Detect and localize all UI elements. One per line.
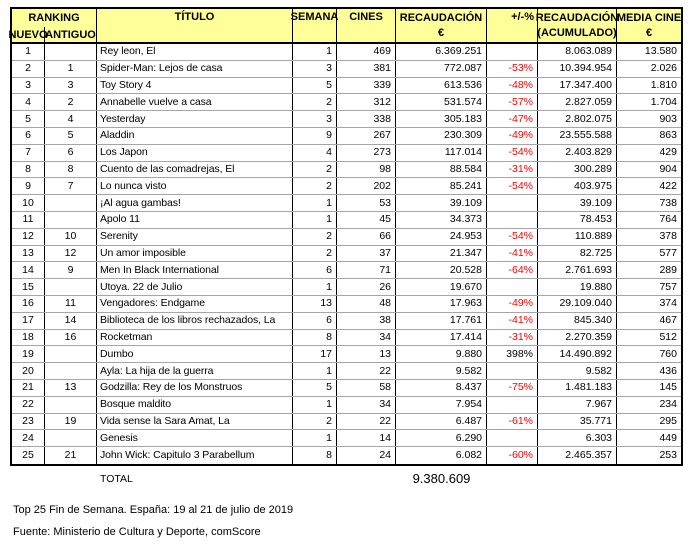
table-row — [12, 296, 681, 313]
cell-cines: 22 — [337, 363, 396, 379]
cell-titulo: Apolo 11 — [97, 212, 293, 228]
cell-cines: 71 — [337, 262, 396, 278]
cell-acumulado: 2.802.075 — [538, 111, 617, 127]
table-row — [12, 212, 681, 229]
cell-recaudacion: 88.584 — [396, 162, 487, 178]
cell-media: 1.810 — [650, 78, 677, 91]
cell-acumulado: 78.453 — [538, 212, 617, 228]
cell-media: 289 — [659, 263, 677, 276]
cell-cines: 22 — [337, 414, 396, 430]
table-row — [12, 447, 681, 464]
cell-pct: -54% — [487, 178, 538, 194]
cell-acumulado: 2.827.059 — [538, 94, 617, 110]
cell-semana: 3 — [293, 111, 337, 127]
cell-titulo: Aladdin — [97, 128, 293, 144]
cell-acumulado: 1.481.183 — [538, 380, 617, 396]
cell-titulo: Toy Story 4 — [97, 78, 293, 94]
cell-titulo: Yesterday — [97, 111, 293, 127]
cell-acumulado: 17.347.400 — [538, 78, 617, 94]
cell-acumulado: 8.063.089 — [538, 44, 617, 60]
cell-cines: 58 — [337, 380, 396, 396]
cell-titulo: Los Japon — [97, 145, 293, 161]
cell-acumulado: 2.465.357 — [538, 447, 617, 464]
cell-media: 378 — [659, 230, 677, 243]
cell-pct: -57% — [487, 94, 538, 110]
cell-antiguo: 2 — [45, 94, 97, 110]
cell-titulo: Serenity — [97, 229, 293, 245]
cell-antiguo: 9 — [45, 262, 97, 278]
cell-media: 429 — [659, 146, 677, 159]
table-row — [12, 78, 681, 95]
cell-cines: 26 — [337, 279, 396, 295]
report-title: Top 25 Fin de Semana. España: 19 al 21 de julio de 2019 — [13, 504, 294, 516]
cell-recaudacion: 24.953 — [396, 229, 487, 245]
cell-media: 13.580 — [644, 45, 677, 58]
cell-semana: 5 — [293, 78, 337, 94]
cell-pct: -31% — [487, 330, 538, 346]
cell-acumulado: 7.967 — [538, 397, 617, 413]
cell-semana: 1 — [293, 363, 337, 379]
cell-acumulado: 2.761.693 — [538, 262, 617, 278]
cell-semana: 1 — [293, 430, 337, 446]
cell-cines: 66 — [337, 229, 396, 245]
cell-media: 760 — [659, 347, 677, 360]
cell-semana: 1 — [293, 195, 337, 211]
box-office-table — [10, 7, 683, 466]
cell-cines: 38 — [337, 313, 396, 329]
table-row — [12, 313, 681, 330]
cell-acumulado: 2.270.359 — [538, 330, 617, 346]
cell-pct: -75% — [487, 380, 538, 396]
table-row — [12, 94, 681, 111]
cell-media: 145 — [659, 381, 677, 394]
cell-nuevo: 25 — [12, 447, 45, 464]
cell-antiguo: 14 — [45, 313, 97, 329]
cell-semana: 8 — [293, 330, 337, 346]
cell-pct: -48% — [487, 78, 538, 94]
cell-antiguo: 11 — [45, 296, 97, 312]
cell-titulo: Biblioteca de los libros rechazados, La — [97, 313, 293, 329]
cell-pct: -49% — [487, 128, 538, 144]
cell-nuevo: 20 — [12, 363, 45, 379]
header-cines: CINES — [337, 9, 396, 42]
cell-semana: 1 — [293, 279, 337, 295]
cell-pct — [487, 397, 538, 413]
cell-titulo: Vengadores: Endgame — [97, 296, 293, 312]
header-recaudacion-line2: € — [437, 26, 445, 39]
cell-recaudacion: 6.369.251 — [396, 44, 487, 60]
cell-cines: 338 — [337, 111, 396, 127]
cell-pct — [487, 195, 538, 211]
cell-recaudacion: 613.536 — [396, 78, 487, 94]
table-row — [12, 363, 681, 380]
cell-nuevo: 12 — [12, 229, 45, 245]
cell-media: 738 — [659, 196, 677, 209]
cell-cines: 37 — [337, 246, 396, 262]
cell-semana: 2 — [293, 178, 337, 194]
cell-recaudacion: 8.437 — [396, 380, 487, 396]
cell-acumulado: 2.403.829 — [538, 145, 617, 161]
cell-acumulado: 29.109.040 — [538, 296, 617, 312]
cell-cines: 273 — [337, 145, 396, 161]
cell-semana: 2 — [293, 246, 337, 262]
cell-cines: 202 — [337, 178, 396, 194]
cell-antiguo — [45, 212, 97, 228]
cell-antiguo: 6 — [45, 145, 97, 161]
cell-antiguo: 7 — [45, 178, 97, 194]
cell-antiguo — [45, 430, 97, 446]
cell-nuevo: 13 — [12, 246, 45, 262]
header-acumulado — [535, 9, 619, 42]
cell-semana: 17 — [293, 346, 337, 362]
cell-nuevo: 4 — [12, 94, 45, 110]
table-row — [12, 346, 681, 363]
total-label: TOTAL — [100, 472, 133, 485]
cell-pct — [487, 212, 538, 228]
cell-pct: -47% — [487, 111, 538, 127]
report-source: Fuente: Ministerio de Cultura y Deporte, comScore — [13, 526, 261, 538]
cell-recaudacion: 117.014 — [396, 145, 487, 161]
cell-semana: 8 — [293, 447, 337, 464]
cell-media: 467 — [659, 314, 677, 327]
cell-semana: 1 — [293, 212, 337, 228]
cell-cines: 98 — [337, 162, 396, 178]
cell-pct — [487, 363, 538, 379]
table-header — [8, 9, 682, 44]
cell-semana: 3 — [293, 61, 337, 77]
cell-acumulado: 39.109 — [538, 195, 617, 211]
cell-titulo: John Wick: Capitulo 3 Parabellum — [97, 447, 293, 464]
cell-pct: -61% — [487, 414, 538, 430]
cell-nuevo: 14 — [12, 262, 45, 278]
cell-antiguo: 21 — [45, 447, 97, 464]
cell-semana: 2 — [293, 414, 337, 430]
cell-antiguo: 3 — [45, 78, 97, 94]
cell-recaudacion: 17.963 — [396, 296, 487, 312]
cell-acumulado: 6.303 — [538, 430, 617, 446]
table-row — [12, 145, 681, 162]
cell-acumulado: 35.771 — [538, 414, 617, 430]
cell-titulo: Un amor imposible — [97, 246, 293, 262]
cell-cines: 469 — [337, 44, 396, 60]
cell-recaudacion: 17.761 — [396, 313, 487, 329]
cell-nuevo: 16 — [12, 296, 45, 312]
cell-acumulado: 110.889 — [538, 229, 617, 245]
cell-titulo: Rey leon, El — [97, 44, 293, 60]
header-titulo: TÍTULO — [97, 9, 293, 42]
cell-acumulado: 19.880 — [538, 279, 617, 295]
cell-antiguo: 12 — [45, 246, 97, 262]
cell-antiguo — [45, 195, 97, 211]
cell-recaudacion: 7.954 — [396, 397, 487, 413]
cell-titulo: Bosque maldito — [97, 397, 293, 413]
cell-pct — [487, 430, 538, 446]
cell-antiguo: 10 — [45, 229, 97, 245]
cell-cines: 339 — [337, 78, 396, 94]
cell-nuevo: 8 — [12, 162, 45, 178]
cell-semana: 4 — [293, 145, 337, 161]
cell-recaudacion: 6.290 — [396, 430, 487, 446]
header-pct: +/-% — [487, 9, 538, 42]
cell-media: 764 — [659, 213, 677, 226]
cell-recaudacion: 230.309 — [396, 128, 487, 144]
cell-acumulado: 23.555.588 — [538, 128, 617, 144]
cell-nuevo: 6 — [12, 128, 45, 144]
table-row — [12, 246, 681, 263]
cell-media: 757 — [659, 280, 677, 293]
cell-media: 436 — [659, 364, 677, 377]
cell-acumulado: 14.490.892 — [538, 346, 617, 362]
cell-antiguo — [45, 44, 97, 60]
cell-acumulado: 82.725 — [538, 246, 617, 262]
cell-titulo: Men In Black International — [97, 262, 293, 278]
cell-nuevo: 21 — [12, 380, 45, 396]
cell-acumulado: 9.582 — [538, 363, 617, 379]
cell-nuevo: 15 — [12, 279, 45, 295]
total-row — [12, 470, 681, 487]
cell-antiguo: 13 — [45, 380, 97, 396]
table-row — [12, 178, 681, 195]
cell-antiguo — [45, 346, 97, 362]
cell-antiguo — [45, 363, 97, 379]
header-media-cine-line1: MEDIA CINE — [616, 11, 682, 24]
cell-cines: 13 — [337, 346, 396, 362]
table-row — [12, 44, 681, 61]
cell-pct: -49% — [487, 296, 538, 312]
table-row — [12, 380, 681, 397]
cell-antiguo: 1 — [45, 61, 97, 77]
cell-pct: -54% — [487, 229, 538, 245]
cell-semana: 5 — [293, 380, 337, 396]
table-row — [12, 61, 681, 78]
cell-media: 1.704 — [650, 95, 677, 108]
cell-antiguo: 19 — [45, 414, 97, 430]
cell-nuevo: 10 — [12, 195, 45, 211]
cell-acumulado: 845.340 — [538, 313, 617, 329]
cell-titulo: Cuento de las comadrejas, El — [97, 162, 293, 178]
header-ranking: RANKING — [12, 9, 97, 27]
cell-recaudacion: 9.582 — [396, 363, 487, 379]
header-media-cine — [617, 9, 681, 42]
cell-recaudacion: 6.082 — [396, 447, 487, 464]
cell-recaudacion: 85.241 — [396, 178, 487, 194]
table-row — [12, 195, 681, 212]
cell-semana: 2 — [293, 162, 337, 178]
cell-media: 577 — [659, 246, 677, 259]
cell-nuevo: 5 — [12, 111, 45, 127]
cell-nuevo: 11 — [12, 212, 45, 228]
cell-pct: 398% — [487, 346, 538, 362]
table-row — [12, 229, 681, 246]
cell-antiguo: 5 — [45, 128, 97, 144]
cell-recaudacion: 305.183 — [396, 111, 487, 127]
cell-pct: -31% — [487, 162, 538, 178]
header-recaudacion-line1: RECAUDACIÓN — [399, 11, 483, 24]
cell-nuevo: 24 — [12, 430, 45, 446]
cell-cines: 34 — [337, 397, 396, 413]
cell-nuevo: 23 — [12, 414, 45, 430]
cell-titulo: Genesis — [97, 430, 293, 446]
cell-pct: -64% — [487, 262, 538, 278]
cell-recaudacion: 34.373 — [396, 212, 487, 228]
cell-acumulado: 403.975 — [538, 178, 617, 194]
cell-titulo: Vida sense la Sara Amat, La — [97, 414, 293, 430]
table-row — [12, 330, 681, 347]
cell-semana: 1 — [293, 44, 337, 60]
table-row — [12, 162, 681, 179]
cell-semana: 6 — [293, 313, 337, 329]
cell-cines: 14 — [337, 430, 396, 446]
table-row — [12, 128, 681, 145]
cell-titulo: Spider-Man: Lejos de casa — [97, 61, 293, 77]
cell-cines: 312 — [337, 94, 396, 110]
cell-media: 422 — [659, 179, 677, 192]
cell-nuevo: 3 — [12, 78, 45, 94]
cell-media: 903 — [659, 112, 677, 125]
cell-titulo: Lo nunca visto — [97, 178, 293, 194]
cell-pct: -41% — [487, 313, 538, 329]
table-row — [12, 397, 681, 414]
cell-semana: 6 — [293, 262, 337, 278]
table-body — [12, 44, 681, 464]
cell-cines: 267 — [337, 128, 396, 144]
cell-titulo: Annabelle vuelve a casa — [97, 94, 293, 110]
cell-acumulado: 10.394.954 — [538, 61, 617, 77]
cell-recaudacion: 9.880 — [396, 346, 487, 362]
cell-media: 863 — [659, 129, 677, 142]
table-row — [12, 430, 681, 447]
cell-recaudacion: 20.528 — [396, 262, 487, 278]
header-antiguo: ANTIGUO — [45, 28, 96, 41]
cell-pct: -53% — [487, 61, 538, 77]
cell-antiguo — [45, 397, 97, 413]
table-row — [12, 111, 681, 128]
cell-media: 904 — [659, 162, 677, 175]
cell-recaudacion: 772.087 — [396, 61, 487, 77]
cell-antiguo — [45, 279, 97, 295]
cell-antiguo: 8 — [45, 162, 97, 178]
header-acumulado-line1: RECAUDACIÓN — [535, 11, 619, 24]
cell-semana: 2 — [293, 94, 337, 110]
cell-acumulado: 300.289 — [538, 162, 617, 178]
header-media-cine-line2: € — [645, 26, 653, 39]
cell-nuevo: 9 — [12, 178, 45, 194]
cell-pct: -60% — [487, 447, 538, 464]
cell-semana: 1 — [293, 397, 337, 413]
cell-nuevo: 1 — [12, 44, 45, 60]
cell-media: 374 — [659, 297, 677, 310]
cell-semana: 13 — [293, 296, 337, 312]
cell-media: 449 — [659, 431, 677, 444]
cell-titulo: Utoya. 22 de Julio — [97, 279, 293, 295]
cell-cines: 53 — [337, 195, 396, 211]
cell-nuevo: 19 — [12, 346, 45, 362]
header-semana: SEMANA — [293, 9, 337, 42]
cell-media: 2.026 — [650, 62, 677, 75]
cell-nuevo: 18 — [12, 330, 45, 346]
cell-titulo: Rocketman — [97, 330, 293, 346]
cell-titulo: Dumbo — [97, 346, 293, 362]
table-row — [12, 262, 681, 279]
cell-nuevo: 17 — [12, 313, 45, 329]
header-recaudacion — [396, 9, 487, 42]
cell-pct — [487, 279, 538, 295]
cell-recaudacion: 39.109 — [396, 195, 487, 211]
header-nuevo: NUEVO — [8, 28, 48, 41]
cell-titulo: Ayla: La hija de la guerra — [97, 363, 293, 379]
cell-titulo: Godzilla: Rey de los Monstruos — [97, 380, 293, 396]
cell-media: 253 — [659, 449, 677, 462]
total-value: 9.380.609 — [412, 471, 471, 486]
cell-cines: 24 — [337, 447, 396, 464]
cell-cines: 48 — [337, 296, 396, 312]
cell-recaudacion: 21.347 — [396, 246, 487, 262]
cell-semana: 9 — [293, 128, 337, 144]
cell-antiguo: 4 — [45, 111, 97, 127]
header-acumulado-line2: (ACUMULADO) — [537, 26, 617, 39]
cell-recaudacion: 531.574 — [396, 94, 487, 110]
cell-antiguo: 16 — [45, 330, 97, 346]
cell-semana: 2 — [293, 229, 337, 245]
cell-pct: -41% — [487, 246, 538, 262]
cell-cines: 34 — [337, 330, 396, 346]
table-row — [12, 279, 681, 296]
cell-recaudacion: 19.670 — [396, 279, 487, 295]
cell-titulo: ¡Al agua gambas! — [97, 195, 293, 211]
cell-cines: 381 — [337, 61, 396, 77]
cell-media: 512 — [659, 330, 677, 343]
table-row — [12, 414, 681, 431]
cell-cines: 45 — [337, 212, 396, 228]
cell-media: 295 — [659, 414, 677, 427]
cell-recaudacion: 17.414 — [396, 330, 487, 346]
cell-nuevo: 22 — [12, 397, 45, 413]
cell-recaudacion: 6.487 — [396, 414, 487, 430]
cell-nuevo: 7 — [12, 145, 45, 161]
cell-pct — [487, 44, 538, 60]
cell-pct: -54% — [487, 145, 538, 161]
cell-media: 234 — [659, 398, 677, 411]
cell-nuevo: 2 — [12, 61, 45, 77]
